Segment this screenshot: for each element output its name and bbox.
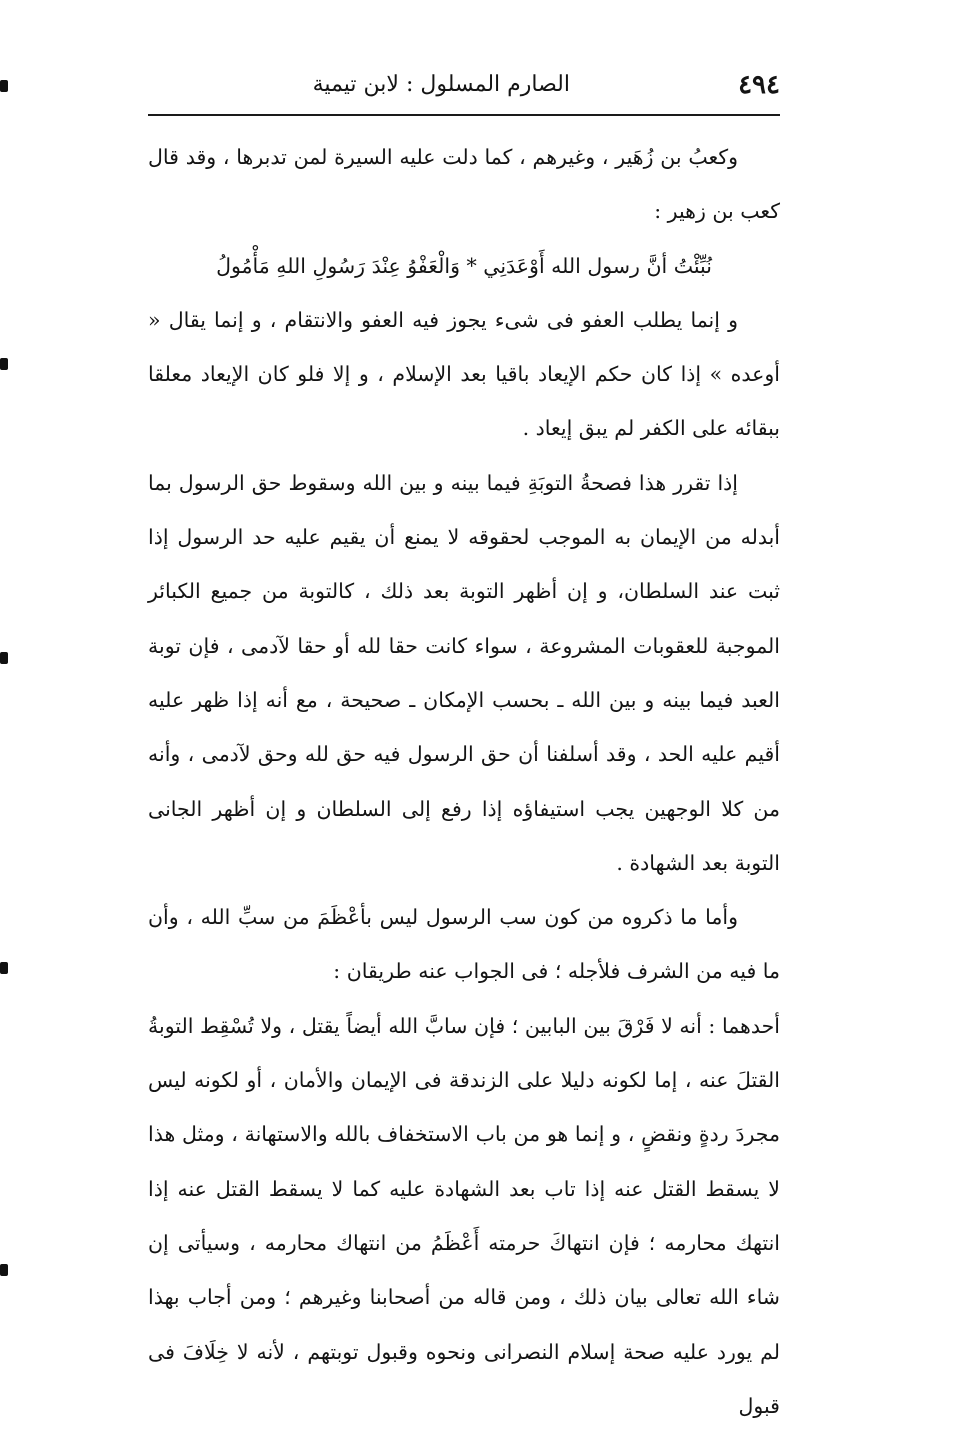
page-number: ٤٩٤: [738, 70, 780, 100]
running-title: الصارم المسلول : لابن تيمية: [312, 72, 570, 97]
paragraph: أحدهما : أنه لا فَرْقَ بين البابين ؛ فإن سابَّ الله أيضاً يقتل ، ولا تُسْقِط التوبةُ القتلَ عنه ، إما لكونه دليلا على الزندقة فى الإيمان والأمان ، أو لكونه ليس مجردَ ردةٍ ونقضٍ ، و إنما هو من باب الاستخفاف بالله والاستهانة ، ومثل هذا لا يسقط القتل عنه إذا تاب بعد الشهادة عليه كما لا يسقط القتل عنه إذا انتهك محارمه ؛ فإن انتهاكَ حرمته أَعْظَمُ من انتهاك محارمه ، وسيأتى إن شاء الله تعالى بيان ذلك ، ومن قاله من أصحابنا وغيرهم ؛ ومن أجاب بهذا لم يورد عليه صحة إسلام النصرانى ونحوه وقبول توبتهم ، لأنه لا خِلَافَ فى قبول: [148, 1013, 780, 1418]
paragraph: إذا تقرر هذا فصحةُ التوبَةِ فيما بينه و بين الله وسقوط حق الرسول بما أبدله من الإيمان به الموجب لحقوقه لا يمنع أن يقيم عليه حد الرسول إذا ثبت عند السلطان، و إن أظهر التوبة بعد ذلك ، كالتوبة من جميع الكبائر الموجبة للعقوبات المشروعة ، سواء كانت حقا لله أو حقا لآدمى ، فإن توبة العبد فيما بينه و بين الله ـ بحسب الإمكان ـ صحيحة ، مع أنه إذا ظهر عليه أقيم عليه الحد ، وقد أسلفنا أن حق الرسول فيه حق لله وحق لآدمى ، وأنه من كلا الوجهين يجب استيفاؤه إذا رفع إلى السلطان و إن أظهر الجانى التوبة بعد الشهادة .: [148, 470, 780, 875]
scan-edge-mark: [0, 1264, 8, 1276]
page-header: [148, 68, 780, 108]
scan-edge-mark: [0, 652, 8, 664]
scan-edge-mark: [0, 80, 8, 92]
paragraph: و إنما يطلب العفو فى شىء يجوز فيه العفو والانتقام ، و إنما يقال « أوعده » إذا كان حكم الإيعاد باقيا بعد الإسلام ، و إلا فلو كان الإيعاد معلقا ببقائه على الكفر لم يبق إيعاد .: [148, 307, 780, 441]
body-text: [148, 130, 780, 1433]
scan-edge-mark: [0, 358, 8, 370]
paragraph: وأما ما ذكروه من كون سب الرسول ليس بأعْظَمَ من سبِّ الله ، وأن ما فيه من الشرف فلأجله ؛ فى الجواب عنه طريقان :: [148, 905, 780, 984]
scan-edge-mark: [0, 962, 8, 974]
poetry-verse: نُبِّئْتُ أنَّ رسول الله أَوْعَدَنِي * وَالْعَفْوُ عِنْدَ رَسُولِ اللهِ مَأْمُولُ: [216, 253, 712, 278]
paragraph: وكعبُ بن زُهَير ، وغيرهم ، كما دلت عليه السيرة لمن تدبرها ، وقد قال كعب بن زهير :: [148, 145, 780, 224]
header-rule: [148, 114, 780, 116]
